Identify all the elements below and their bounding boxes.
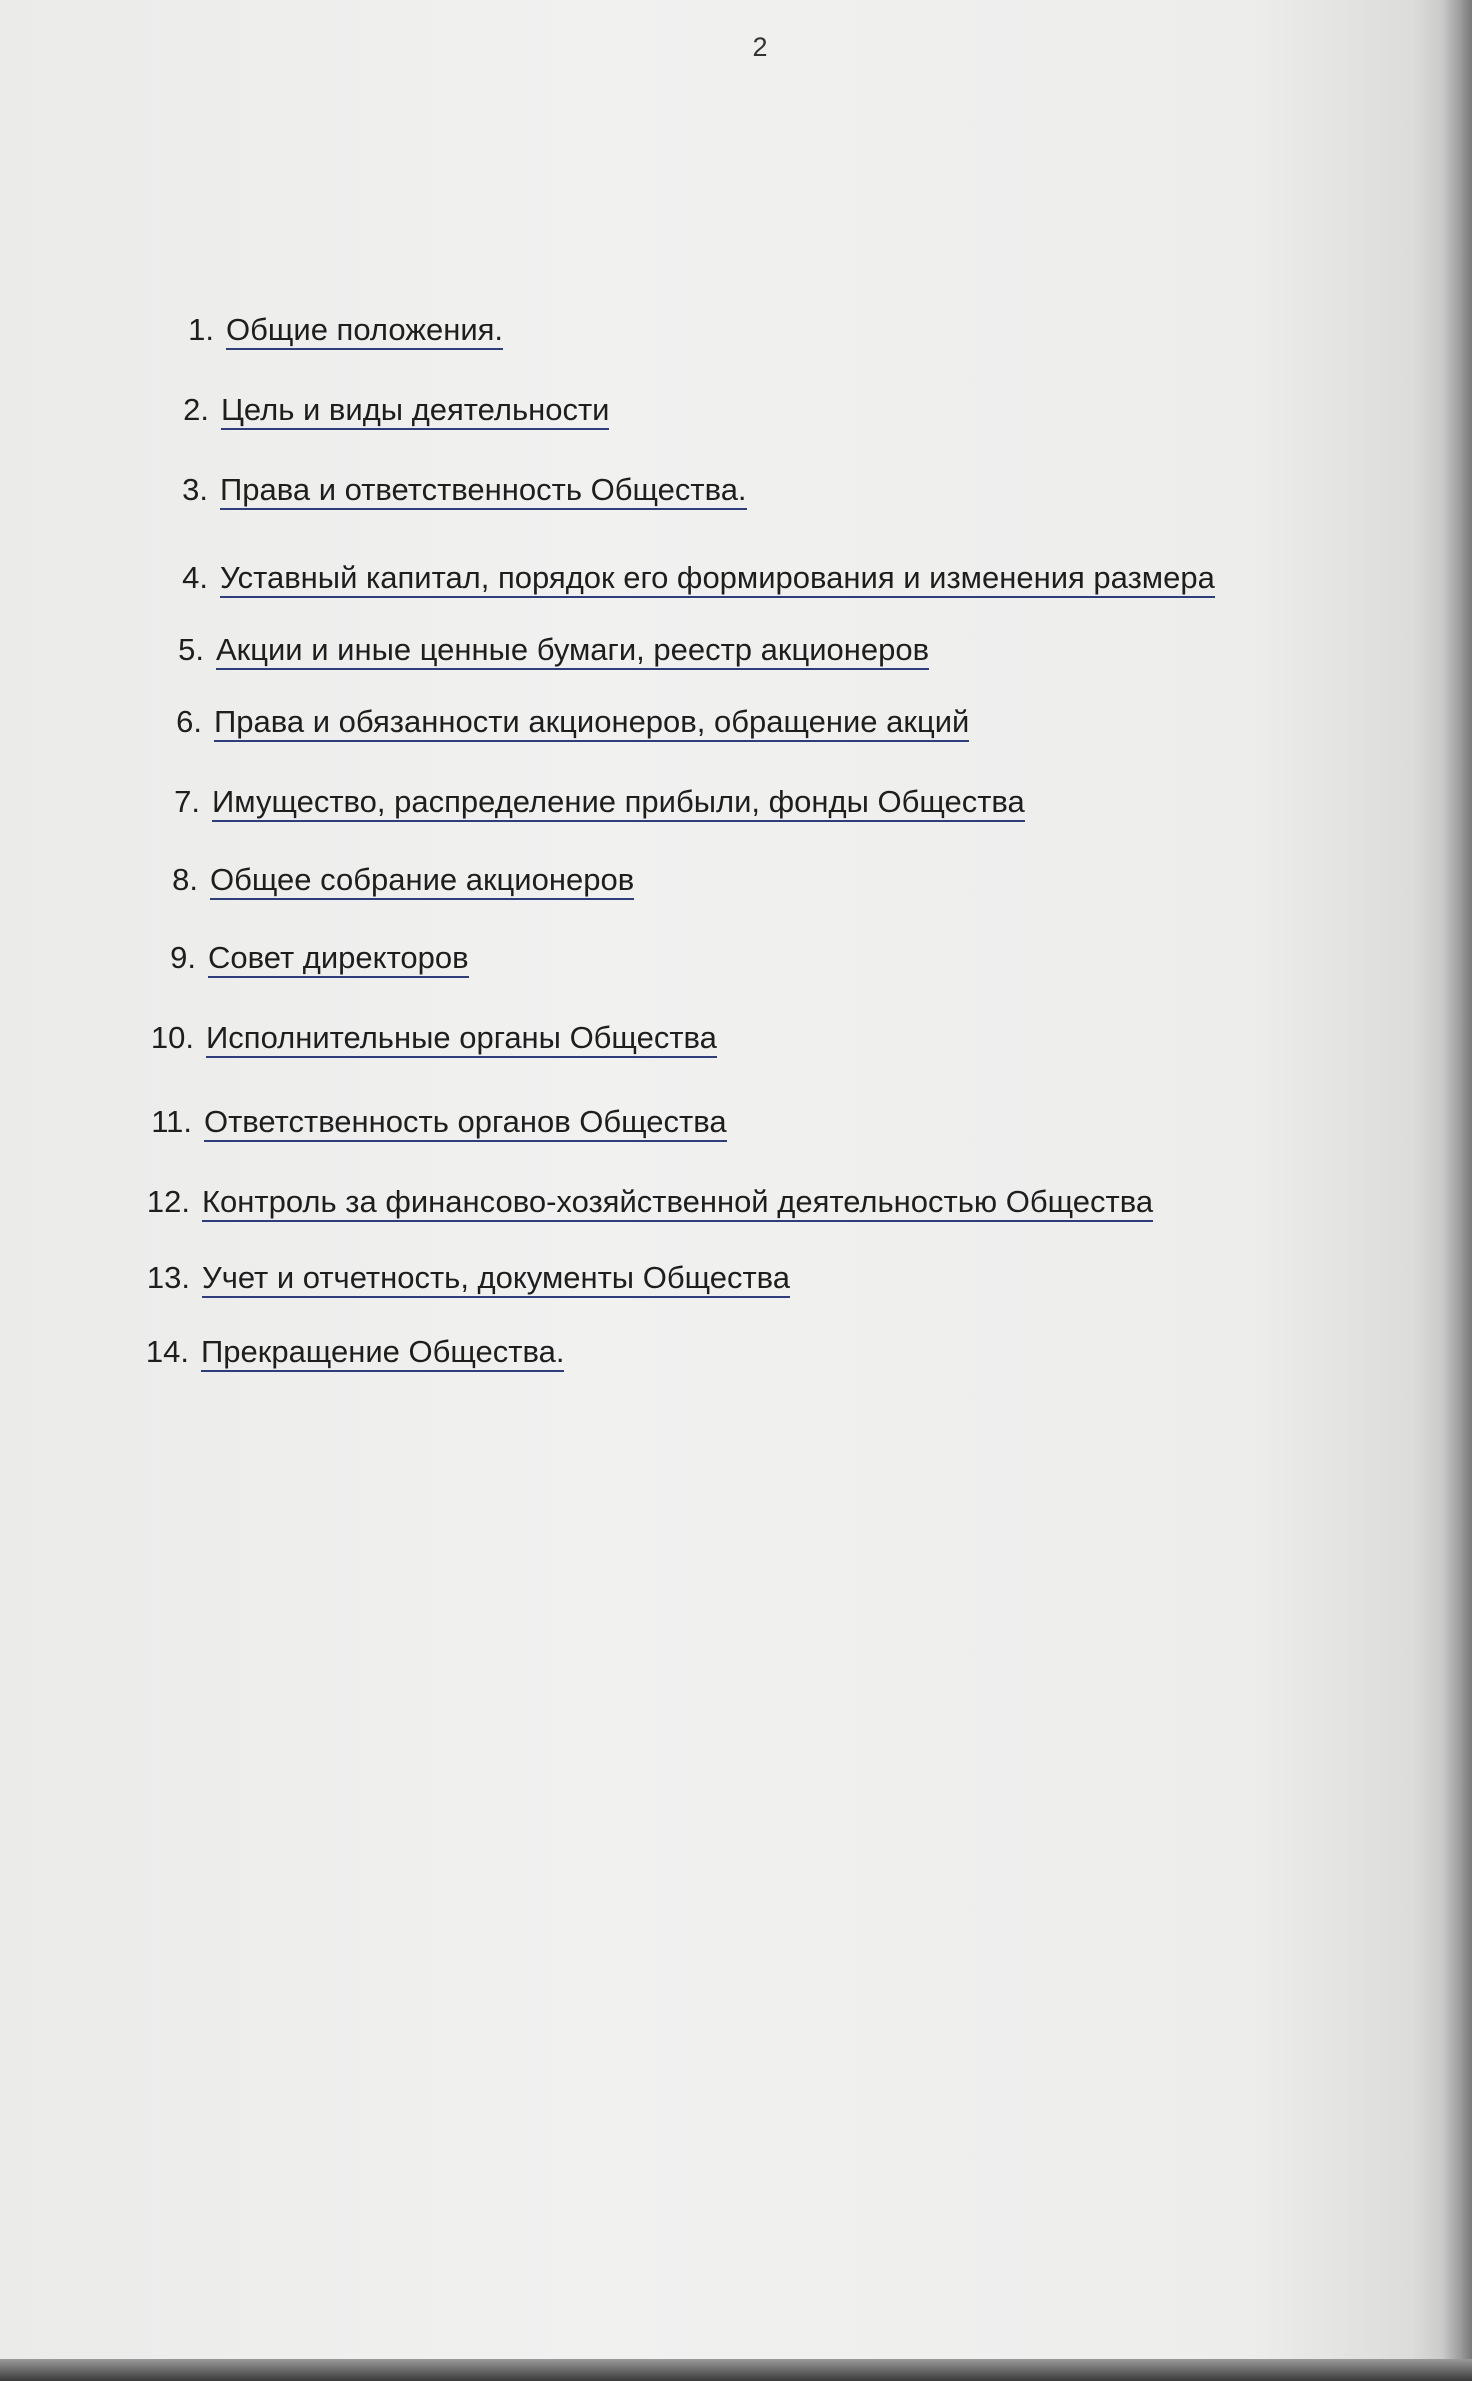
toc-link-accounting-documents[interactable]: Учет и отчетность, документы Общества xyxy=(202,1260,790,1298)
toc-item-14[interactable] xyxy=(145,1336,564,1367)
toc-link-shares-registry[interactable]: Акции и иные ценные бумаги, реестр акционеров xyxy=(216,632,929,670)
toc-item-7[interactable] xyxy=(156,786,1025,817)
page-edge-shadow xyxy=(1442,0,1472,2381)
toc-item-12[interactable] xyxy=(146,1186,1153,1217)
toc-item-9[interactable] xyxy=(152,942,469,973)
toc-item-13[interactable] xyxy=(146,1262,790,1293)
toc-item-number: 14. xyxy=(145,1334,189,1369)
toc-item-number: 4. xyxy=(182,560,208,595)
toc-item-number: 6. xyxy=(176,704,202,739)
toc-item-4[interactable] xyxy=(164,562,1215,593)
toc-link-property-profit[interactable]: Имущество, распределение прибыли, фонды Общества xyxy=(212,784,1025,822)
toc-link-termination[interactable]: Прекращение Общества. xyxy=(201,1334,564,1372)
toc-item-6[interactable] xyxy=(158,706,969,737)
toc-item-number: 11. xyxy=(151,1104,192,1139)
toc-link-bodies-responsibility[interactable]: Ответственность органов Общества xyxy=(204,1104,727,1142)
toc-link-financial-control[interactable]: Контроль за финансово-хозяйственной деятельностью Общества xyxy=(202,1184,1153,1222)
toc-link-general-meeting[interactable]: Общее собрание акционеров xyxy=(210,862,634,900)
toc-item-5[interactable] xyxy=(160,634,929,665)
toc-item-3[interactable] xyxy=(164,474,747,505)
toc-item-number: 5. xyxy=(178,632,204,667)
toc-link-board-of-directors[interactable]: Совет директоров xyxy=(208,940,469,978)
toc-item-number: 8. xyxy=(172,862,198,897)
toc-item-8[interactable] xyxy=(154,864,634,895)
scan-bottom-edge xyxy=(0,2359,1472,2381)
toc-link-charter-capital[interactable]: Уставный капитал, порядок его формирования и изменения размера xyxy=(220,560,1215,598)
toc-link-purpose-activities[interactable]: Цель и виды деятельности xyxy=(221,392,609,430)
toc-link-rights-responsibility[interactable]: Права и ответственность Общества. xyxy=(220,472,747,510)
toc-item-10[interactable] xyxy=(150,1022,717,1053)
toc-item-number: 10. xyxy=(150,1020,194,1055)
toc-item-number: 9. xyxy=(170,940,196,975)
toc-link-general-provisions[interactable]: Общие положения. xyxy=(226,312,503,350)
toc-item-11[interactable] xyxy=(148,1106,727,1137)
toc-item-number: 13. xyxy=(146,1260,190,1295)
toc-item-number: 12. xyxy=(146,1184,190,1219)
toc-item-number: 3. xyxy=(182,472,208,507)
toc-link-executive-bodies[interactable]: Исполнительные органы Общества xyxy=(206,1020,717,1058)
toc-item-2[interactable] xyxy=(165,394,609,425)
toc-link-shareholder-rights[interactable]: Права и обязанности акционеров, обращение акций xyxy=(214,704,969,742)
toc-item-1[interactable] xyxy=(170,314,503,345)
toc-item-number: 1. xyxy=(188,312,214,347)
toc-item-number: 7. xyxy=(174,784,200,819)
page-number: 2 xyxy=(752,32,768,62)
toc-item-number: 2. xyxy=(183,392,209,427)
